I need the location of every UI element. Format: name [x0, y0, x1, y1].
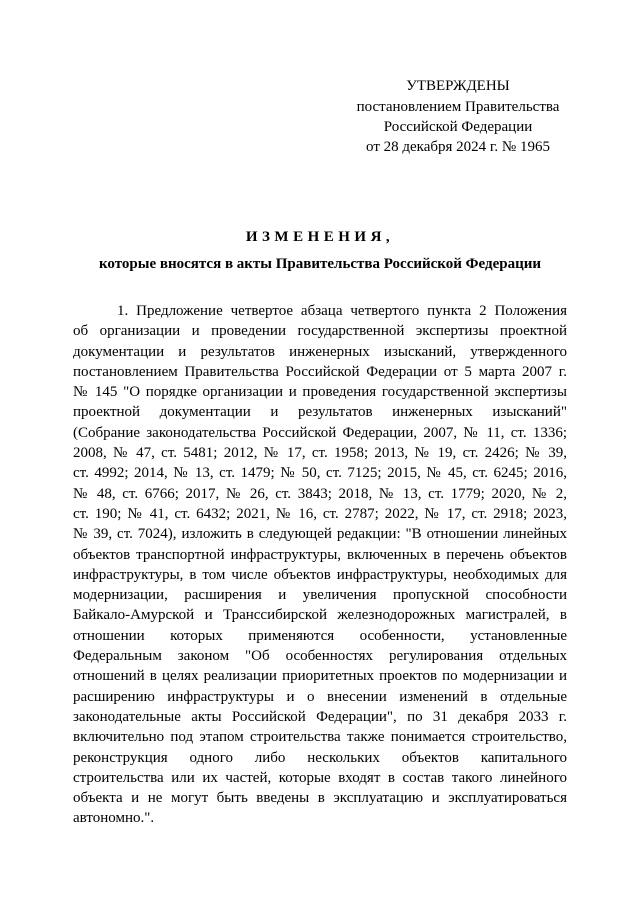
approval-line-1: постановлением Правительства	[356, 99, 560, 115]
paragraph-line: отношении которых применяются особенности, установленные	[73, 627, 567, 644]
paragraph-line: включительно под этапом строительства также понимается строительство,	[73, 729, 567, 746]
paragraph-line: реконструкция одного либо нескольких объектов капитального	[73, 749, 567, 766]
paragraph-line: № 48, ст. 6766; 2017, № 26, ст. 3843; 2018, № 13, ст. 1779; 2020, № 2,	[73, 485, 567, 502]
paragraph-line: строительства или их частей, которые входят в состав такого линейного	[73, 769, 567, 786]
paragraph-line: ст. 190; № 41, ст. 6432; 2021, № 16, ст. 2787; 2022, № 17, ст. 2918; 2023,	[73, 505, 567, 522]
approval-line-3: от 28 декабря 2024 г. № 1965	[366, 139, 550, 155]
paragraph-line: модернизации, расширения и увеличения пропускной способности	[73, 587, 567, 604]
paragraph-line: документации и результатов инженерных изысканий, утвержденного	[73, 343, 567, 360]
paragraph-line: № 145 "О порядке организации и проведения государственной экспертизы	[73, 384, 567, 401]
paragraph-line: законодательные акты Российской Федерации", по 31 декабря 2033 г.	[73, 708, 567, 725]
paragraph-line: 1. Предложение четвертое абзаца четвертого пункта 2 Положения	[117, 303, 567, 319]
paragraph-line: (Собрание законодательства Российской Федерации, 2007, № 11, ст. 1336;	[73, 424, 567, 441]
approval-line-2: Российской Федерации	[383, 119, 533, 135]
approved-label: УТВЕРЖДЕНЫ	[406, 78, 510, 94]
document-title: ИЗМЕНЕНИЯ,	[245, 229, 395, 245]
approval-stamp	[330, 76, 586, 157]
paragraph-line: автономно.".	[73, 810, 155, 827]
document-subtitle: которые вносятся в акты Правительства Российской Федерации	[98, 256, 542, 272]
paragraph-line: инфраструктуры, в том числе объектов инфраструктуры, необходимых для	[73, 566, 567, 583]
paragraph-line: № 39, ст. 7024), изложить в следующей редакции: "В отношении линейных	[73, 526, 567, 543]
paragraph-line: объектов транспортной инфраструктуры, включенных в перечень объектов	[73, 546, 567, 563]
paragraph-line: 2008, № 47, ст. 5481; 2012, № 17, ст. 1958; 2013, № 19, ст. 2426; № 39,	[73, 445, 567, 462]
paragraph-line: ст. 4992; 2014, № 13, ст. 1479; № 50, ст. 7125; 2015, № 45, ст. 6245; 2016,	[73, 465, 567, 482]
paragraph-line: об организации и проведении государственной экспертизы проектной	[73, 323, 567, 340]
paragraph-line: расширению инфраструктуры и о внесении изменений в отдельные	[73, 688, 567, 705]
paragraph-line: проектной документации и результатов инженерных изысканий"	[73, 404, 567, 421]
paragraph-line: постановлением Правительства Российской Федерации от 5 марта 2007 г.	[73, 363, 567, 380]
paragraph-line: отношений в целях реализации приоритетных проектов по модернизации и	[73, 668, 567, 685]
paragraph-line: Байкало-Амурской и Транссибирской железнодорожных магистралей, в	[73, 607, 567, 624]
paragraph-line: Федеральным законом "Об особенностях регулирования отдельных	[73, 648, 567, 665]
paragraph-1	[73, 301, 567, 829]
paragraph-line: объекта и не могут быть введены в эксплуатацию и эксплуатироваться	[73, 790, 567, 807]
